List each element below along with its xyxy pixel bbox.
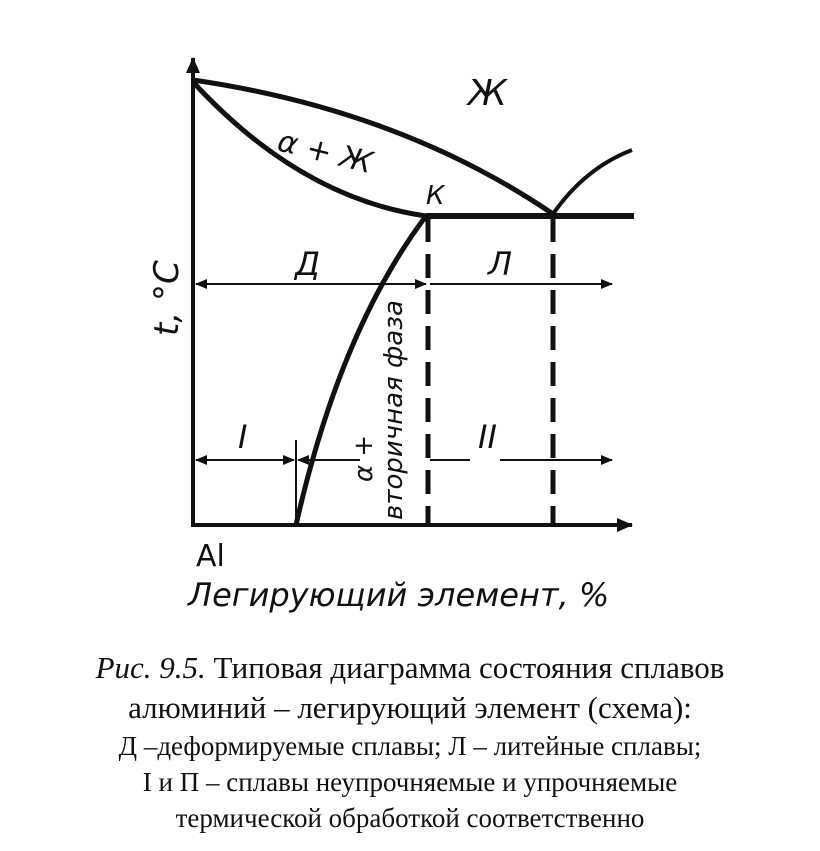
label-alpha-liquid: α + Ж — [274, 123, 376, 182]
liquidus-right-curve — [553, 150, 632, 214]
caption-line-1 — [0, 648, 820, 688]
label-region-l: Л — [488, 245, 513, 283]
caption-line-5: термической обработкой соответственно — [175, 803, 645, 833]
figure-caption — [0, 648, 820, 836]
figure-label: Рис. 9.5. — [95, 650, 206, 685]
label-region-d: Д — [295, 245, 320, 283]
label-x-axis: Легирующий элемент, % — [188, 576, 610, 614]
label-secondary-phase: вторичная фаза — [379, 300, 409, 520]
caption-line-2: алюминий – легирующий элемент (схема): — [128, 690, 692, 725]
caption-line-4: I и П – сплавы неупрочняемые и упрочняемые — [142, 767, 678, 797]
label-origin-al: Al — [196, 539, 225, 574]
caption-title: Типовая диаграмма состояния сплавов — [205, 650, 725, 685]
label-point-k: К — [426, 181, 445, 211]
label-y-axis: t, °C — [147, 260, 187, 336]
caption-line-3: Д –деформируемые сплавы; Л – литейные сплавы; — [118, 731, 702, 761]
label-liquid: Ж — [468, 73, 507, 114]
label-region-i: I — [238, 418, 248, 456]
label-alpha-plus: α + — [349, 434, 379, 482]
label-region-ii: II — [478, 418, 497, 456]
